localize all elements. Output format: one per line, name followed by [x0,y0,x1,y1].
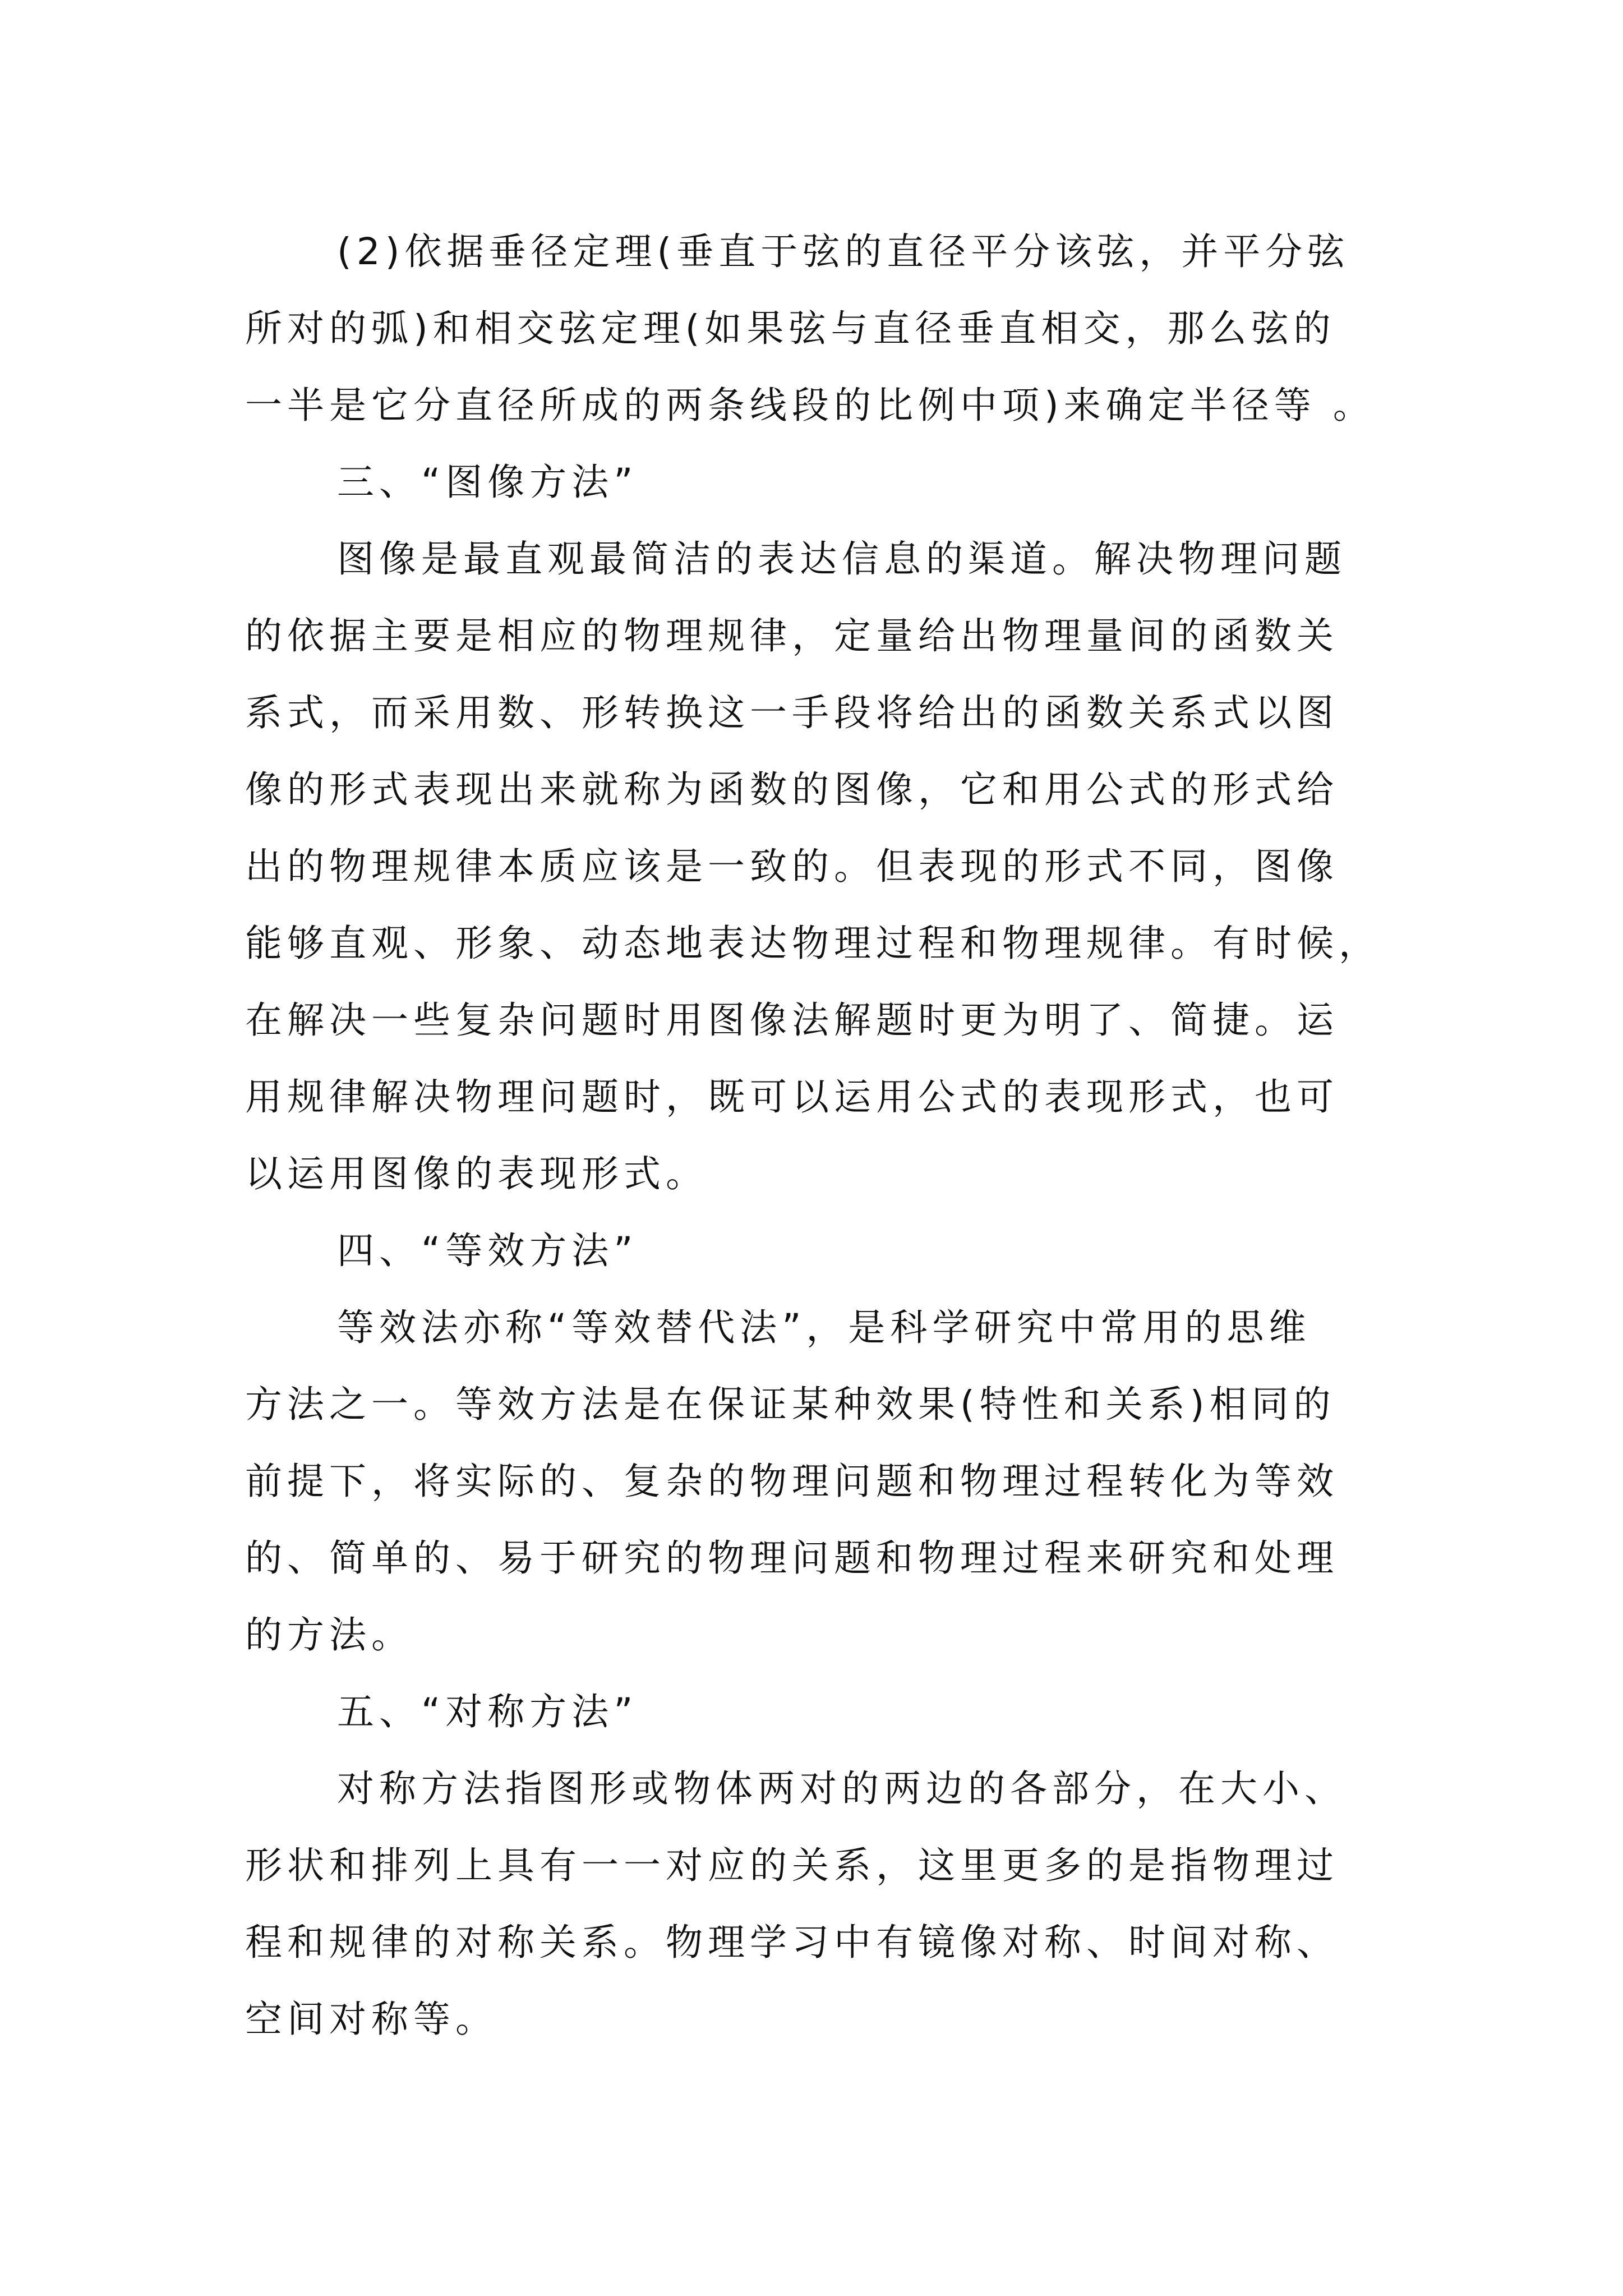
paragraph-line: 对称方法指图形或物体两对的两边的各部分，在大小、 [337,1767,1347,1810]
paragraph-line: 以运用图像的表现形式。 [245,1152,708,1195]
paragraph-line: 程和规律的对称关系。物理学习中有镜像对称、时间对称、 [245,1921,1339,1964]
paragraph-line: 用规律解决物理问题时，既可以运用公式的表现形式，也可 [245,1075,1339,1119]
section-heading: 三、“图像方法” [337,461,638,504]
document-body [245,213,1381,2058]
paragraph-line: 图像是最直观最简洁的表达信息的渠道。解决物理问题 [337,537,1347,581]
paragraph-line: 形状和排列上具有一一对应的关系，这里更多的是指物理过 [245,1844,1339,1887]
paragraph-line: 一半是它分直径所成的两条线段的比例中项)来确定半径等 。 [245,384,1375,427]
paragraph-line: 的、简单的、易于研究的物理问题和物理过程来研究和处理 [245,1536,1339,1580]
paragraph-line: 等效法亦称“等效替代法”，是科学研究中常用的思维 [337,1306,1311,1349]
paragraph-line: 方法之一。等效方法是在保证某种效果(特性和关系)相同的 [245,1383,1336,1426]
paragraph-line: 在解决一些复杂问题时用图像法解题时更为明了、简捷。运 [245,999,1339,1042]
paragraph-line: 的依据主要是相应的物理规律，定量给出物理量间的函数关 [245,614,1339,657]
paragraph-line: 能够直观、形象、动态地表达物理过程和物理规律。有时候， [245,922,1381,965]
paragraph-line: 像的形式表现出来就称为函数的图像，它和用公式的形式给 [245,768,1339,811]
section-heading: 五、“对称方法” [337,1690,638,1733]
paragraph-line: (2)依据垂径定理(垂直于弦的直径平分该弦，并平分弦 [337,230,1350,273]
section-heading: 四、“等效方法” [337,1229,638,1272]
paragraph-line: 出的物理规律本质应该是一致的。但表现的形式不同，图像 [245,845,1339,888]
paragraph-line: 系式，而采用数、形转换这一手段将给出的函数关系式以图 [245,691,1339,734]
paragraph-line: 空间对称等。 [245,1998,497,2041]
paragraph-line: 所对的弧)和相交弦定理(如果弦与直径垂直相交，那么弦的 [245,307,1336,350]
paragraph-line: 的方法。 [245,1613,413,1657]
paragraph-line: 前提下，将实际的、复杂的物理问题和物理过程转化为等效 [245,1460,1339,1503]
